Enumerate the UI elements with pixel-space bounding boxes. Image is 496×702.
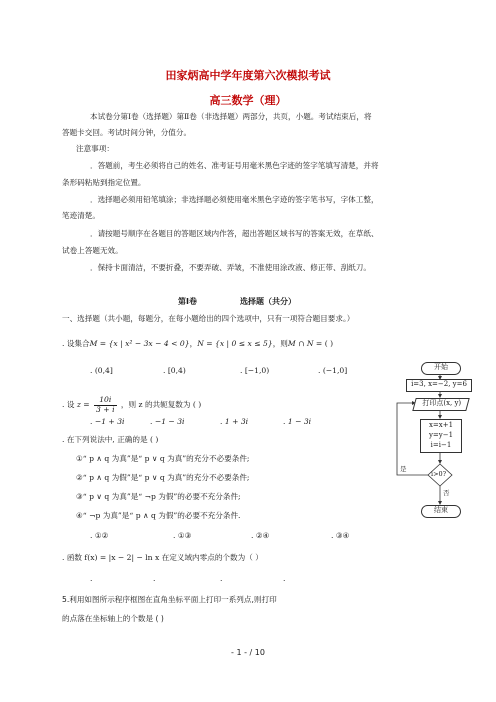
- exam-title: 田家炳高中学年度第六次模拟考试: [165, 69, 331, 82]
- note-1-line-1: ．答题前，考生必须将自己的姓名、准考证号用毫米黑色字迹的签字笔填写清楚，并将: [90, 161, 379, 170]
- question-4-option-a: .: [90, 574, 93, 583]
- page-number: - 1 - / 10: [231, 648, 265, 657]
- flowchart-condition: i>0?: [431, 470, 447, 478]
- question-3-option-a: . ①②: [90, 531, 109, 540]
- intro-line-2: 答题卡交回。考试时间分钟，分值分。: [62, 128, 192, 137]
- note-3-line-2: 试卷上答题无效。: [62, 246, 123, 255]
- question-5-line-1: 5.利用如图所示程序框图在直角坐标平面上打印一系列点,则打印: [62, 595, 277, 604]
- notes-heading: 注意事项：: [76, 144, 114, 153]
- question-2-option-d: . 1 − 3i: [283, 417, 312, 426]
- question-1-option-c: . [−1,0): [240, 366, 270, 375]
- question-3-stem: . 在下列说法中, 正确的是 ( ): [62, 435, 159, 444]
- flowchart-end: 结束: [421, 505, 461, 518]
- question-3-statement-1: ①“ p ∧ q 为真”是“ p ∨ q 为真”的充分不必要条件;: [76, 454, 250, 463]
- flowchart-update: x=x+1 y=y−1 i=i−1: [420, 419, 462, 453]
- question-2-stem: . 设 z = $\frac{10i}{3 + i}$ ，则 z 的共轭复数为 ( ): [62, 395, 202, 414]
- question-2-fraction: $\frac{10i}{3 + i}$: [96, 395, 115, 414]
- note-2-line-1: ．选择题必须用铅笔填涂；非选择题必须使用毫米黑色字迹的签字笔书写，字体工整，: [90, 195, 379, 204]
- question-3-statement-3: ③“ p ∨ q 为真”是“ ¬p 为假”的必要不充分条件;: [76, 492, 241, 501]
- question-1-option-b: . [0,4): [163, 366, 186, 375]
- note-3-line-1: ．请按题号顺序在各题目的答题区域内作答，超出答题区域书写的答案无效，在草纸、: [90, 229, 379, 238]
- section-volume: 第Ⅰ卷: [178, 297, 197, 306]
- note-1-line-2: 条形码粘贴到指定位置。: [62, 178, 146, 187]
- question-3-statement-4: ④“ ¬p 为真”是“ p ∧ q 为假”的必要不充分条件.: [76, 511, 241, 520]
- question-3-option-b: . ①③: [173, 531, 192, 540]
- question-1-stem: . 设集合M = {x | x² − 3x − 4 < 0}，N = {x | 0 ≤ x ≤ 5}，则M ∩ N = ( ): [62, 339, 334, 348]
- exam-subtitle: 高三数学（理）: [209, 94, 287, 107]
- question-2-option-c: . 1 + 3i: [220, 417, 249, 426]
- section-instruction: 一、选择题（共小题，每题分，在每小题给出的四个选项中，只有一项符合题目要求。）: [62, 314, 355, 323]
- flowchart-init: i=3, x=−2, y=6: [406, 379, 472, 392]
- question-4-stem: . 函数 f(x) = |x − 2| − ln x 在定义域内零点的个数为（ ）: [62, 553, 263, 562]
- note-2-line-2: 笔迹清楚。: [62, 211, 100, 220]
- question-4-option-d: .: [283, 574, 286, 583]
- question-4-option-c: .: [220, 574, 223, 583]
- program-flowchart: [392, 360, 472, 530]
- section-name: 选择题（共分）: [240, 297, 296, 306]
- question-2-option-a: . −1 + 3i: [90, 417, 125, 426]
- note-4: ．保持卡面清洁，不要折叠，不要弄破、弄皱，不准使用涂改液、修正带、刮纸刀。: [90, 263, 371, 272]
- flowchart-yes-label: 是: [400, 465, 407, 473]
- question-3-option-d: . ③④: [331, 531, 350, 540]
- question-1-option-d: . (−1,0]: [318, 366, 348, 375]
- question-3-statement-2: ②“ p ∧ q 为假”是“ p ∨ q 为真”的充分不必要条件;: [76, 473, 250, 482]
- question-2-option-b: . −1 − 3i: [150, 417, 185, 426]
- question-5-line-2: 的点落在坐标轴上的个数是 ( ): [62, 614, 164, 623]
- question-4-option-b: .: [153, 574, 156, 583]
- flowchart-start: 开始: [421, 362, 461, 375]
- flowchart-no-label: 否: [443, 489, 450, 497]
- question-3-option-c: . ②④: [251, 531, 270, 540]
- flowchart-print: 打印点(x, y): [412, 398, 469, 411]
- question-1-option-a: . (0,4]: [90, 366, 113, 375]
- intro-line-1: 本试卷分第Ⅰ卷（选择题）第Ⅱ卷（非选择题）两部分，共页，小题。考试结束后，将: [90, 112, 372, 121]
